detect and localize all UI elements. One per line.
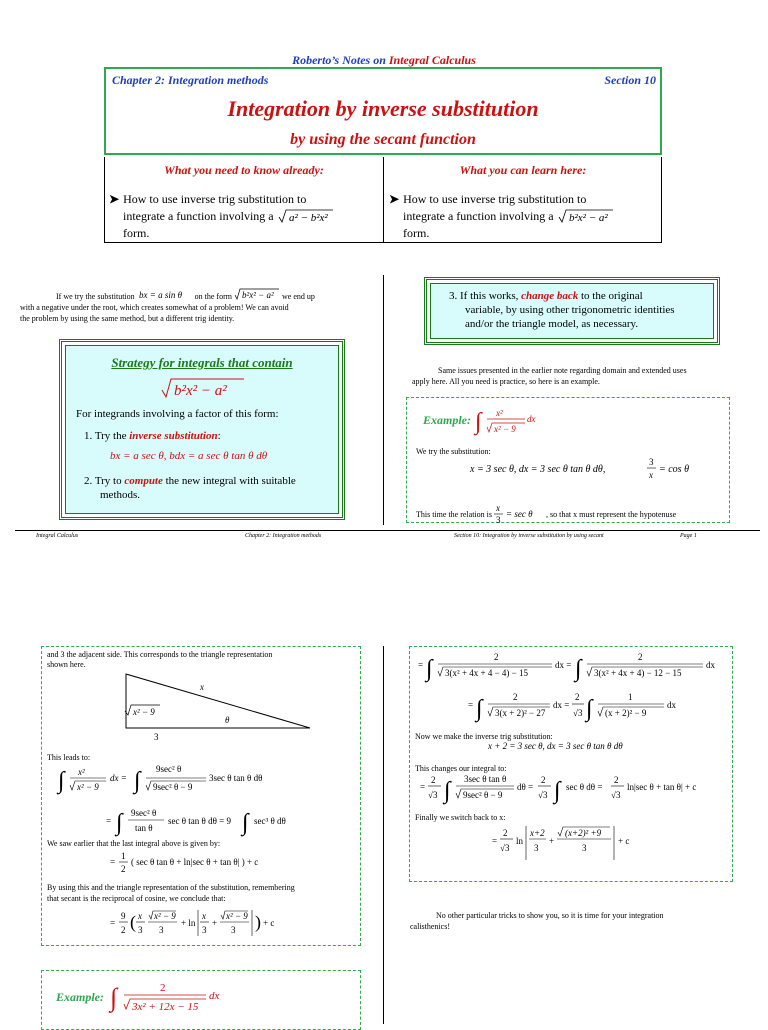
- svg-text:3: 3: [649, 457, 654, 467]
- example1-label: Example:: [423, 413, 471, 427]
- left-column-text: [109, 191, 379, 242]
- closing-line1: No other particular tricks to show you, so it is time for your integration: [436, 911, 664, 920]
- svg-text:2: 2: [638, 652, 643, 662]
- page2-right-equations: [418, 650, 728, 722]
- svg-text:x: x: [495, 503, 500, 513]
- svg-text:): ): [255, 912, 261, 932]
- arrow-bullet-icon: ➤: [109, 192, 120, 206]
- right-line2: integrate a function involving a: [403, 209, 554, 223]
- svg-text:=: =: [418, 660, 424, 670]
- step1-number: 1.: [84, 430, 93, 442]
- step3-text-a: If this works,: [460, 290, 519, 302]
- svg-text:+: +: [212, 918, 218, 928]
- svg-text:x: x: [138, 911, 142, 921]
- svg-text:x² − 9: x² − 9: [154, 911, 176, 921]
- left-formula: [277, 208, 335, 224]
- issues-line2: apply here. All you need is practice, so here is an example.: [412, 377, 600, 386]
- notes-header: [0, 53, 768, 68]
- relation-formula: [494, 503, 544, 525]
- chapter-label: Chapter 2: Integration methods: [112, 73, 269, 87]
- svg-text:1: 1: [628, 692, 633, 702]
- svg-text:b²x² − a²: b²x² − a²: [568, 212, 608, 224]
- strategy-step1: [84, 429, 221, 443]
- svg-text:=: =: [110, 918, 116, 928]
- svg-text:∫: ∫: [476, 696, 483, 722]
- svg-text:√3: √3: [538, 790, 548, 800]
- step2-highlight: compute: [124, 475, 163, 487]
- page2-equation-block-1: [58, 762, 348, 836]
- svg-text:dx: dx: [667, 700, 676, 710]
- triangle-opp-label: [110, 703, 180, 719]
- svg-text:2: 2: [614, 775, 619, 785]
- footer-page: Page 1: [680, 533, 697, 539]
- svg-text:∫: ∫: [475, 409, 482, 435]
- svg-text:9sec² θ: 9sec² θ: [131, 808, 157, 818]
- svg-text:3: 3: [202, 925, 207, 935]
- svg-text:dx =: dx =: [555, 660, 572, 670]
- svg-text:3(x² + 4x + 4 − 4) − 15: 3(x² + 4x + 4 − 4) − 15: [445, 668, 528, 678]
- svg-text:( sec θ tan θ + ln|sec θ + tan: ( sec θ tan θ + ln|sec θ + tan θ| ) + c: [131, 857, 259, 867]
- section-label: Section 10: [604, 73, 656, 87]
- relation-text-a: This time the relation is: [416, 510, 492, 519]
- column-rule: [383, 275, 384, 525]
- example1-try: We try the substitution:: [416, 447, 491, 456]
- svg-text:sec θ tan θ dθ = 9: sec θ tan θ dθ = 9: [168, 816, 231, 826]
- svg-text:ln|sec θ + tan θ| + c: ln|sec θ + tan θ| + c: [627, 782, 697, 792]
- svg-text:x = 3 sec θ, dx = 3 sec θ tan: x = 3 sec θ, dx = 3 sec θ tan θ dθ,: [470, 464, 606, 475]
- strategy-formula: [160, 377, 246, 401]
- svg-text:bx = a sin θ: bx = a sin θ: [138, 290, 182, 300]
- svg-text:∫: ∫: [444, 778, 451, 804]
- page2-final-equation: [492, 822, 672, 864]
- svg-text:√3: √3: [428, 790, 438, 800]
- svg-text:3x² + 12x − 15: 3x² + 12x − 15: [132, 1001, 199, 1013]
- example2-label: Example:: [56, 990, 104, 1004]
- svg-text:2: 2: [121, 925, 126, 935]
- svg-text:=: =: [420, 782, 426, 792]
- svg-text:2: 2: [121, 864, 126, 874]
- svg-text:9sec² θ − 9: 9sec² θ − 9: [463, 790, 503, 800]
- svg-text:9sec² θ − 9: 9sec² θ − 9: [153, 782, 193, 792]
- intro-text-c: we end up: [281, 292, 315, 301]
- svg-text:2: 2: [503, 828, 508, 838]
- footer-middle: Chapter 2: Integration methods: [245, 533, 322, 539]
- svg-text:+ c: + c: [263, 918, 275, 928]
- svg-text:2: 2: [494, 652, 499, 662]
- finally-text: Finally we switch back to x:: [415, 813, 506, 822]
- svg-text:3(x² + 4x + 4) − 12 − 15: 3(x² + 4x + 4) − 12 − 15: [594, 668, 682, 678]
- closing-line2: calisthenics!: [410, 922, 450, 931]
- step2-text-b: the new integral with suitable: [165, 475, 296, 487]
- prerequisites-table: [104, 157, 662, 243]
- step3-text-b: to the original: [581, 290, 643, 302]
- step2-text: Try to: [94, 475, 122, 487]
- intro-formula-sin: [137, 289, 193, 301]
- svg-text:(: (: [130, 912, 136, 932]
- svg-text:+ c: + c: [618, 836, 630, 846]
- header-subject: Integral Calculus: [388, 53, 476, 67]
- now-text: Now we make the inverse trig substitution:: [415, 732, 553, 741]
- step3-line2: variable, by using other trigonometric identities: [465, 304, 675, 316]
- page2-intro-line2: shown here.: [47, 660, 86, 669]
- page2-equation-4: [110, 906, 310, 942]
- svg-text:= sec θ: = sec θ: [505, 509, 533, 519]
- svg-text:∫: ∫: [575, 656, 582, 682]
- step1-highlight: inverse substitution: [129, 430, 218, 442]
- issues-paragraph: [412, 365, 732, 387]
- intro-paragraph: [20, 288, 375, 324]
- svg-text:2: 2: [431, 775, 436, 785]
- triangle-adj-label: 3: [154, 732, 159, 742]
- page-title: Integration by inverse substitution: [227, 96, 539, 121]
- svg-text:a² − b²x²: a² − b²x²: [288, 212, 328, 224]
- svg-text:∫: ∫: [242, 810, 249, 836]
- svg-text:3: 3: [159, 925, 164, 935]
- svg-text:dx =: dx =: [553, 700, 570, 710]
- svg-text:∫: ∫: [426, 656, 433, 682]
- svg-text:= cos θ: = cos θ: [659, 464, 689, 475]
- svg-text:=: =: [468, 700, 474, 710]
- svg-text:√3: √3: [573, 708, 583, 718]
- svg-text:1: 1: [121, 851, 126, 861]
- svg-text:3: 3: [582, 843, 587, 853]
- svg-text:3: 3: [495, 515, 501, 525]
- svg-text:∫: ∫: [58, 768, 65, 794]
- triangle-hyp-label: x: [200, 682, 204, 692]
- svg-text:2: 2: [513, 692, 518, 702]
- svg-text:x² − 9: x² − 9: [494, 424, 516, 434]
- right-column-text: [389, 191, 659, 242]
- intro-line3: the problem by using the same method, but a different trig identity.: [20, 314, 235, 323]
- step1-colon: :: [217, 430, 221, 442]
- intro-text-b: on the form: [194, 292, 232, 301]
- svg-text:2: 2: [160, 982, 166, 994]
- svg-text:x²: x²: [78, 767, 85, 777]
- example1-integral: [475, 403, 545, 439]
- svg-text:3(x + 2)² − 27: 3(x + 2)² − 27: [495, 708, 546, 718]
- example2-integral: [110, 978, 230, 1018]
- using-line1: By using this and the triangle representation of the substitution, remembering: [47, 883, 295, 892]
- svg-text:x² − 9: x² − 9: [133, 707, 155, 717]
- step3-highlight: change back: [521, 290, 579, 302]
- saw-text: We saw earlier that the last integral above is given by:: [47, 839, 221, 848]
- svg-text:√3: √3: [611, 790, 621, 800]
- using-paragraph: [47, 882, 357, 904]
- right-formula: [557, 208, 615, 224]
- svg-text:2: 2: [541, 775, 546, 785]
- using-line2: that secant is the reciprocal of cosine, we conclude that:: [47, 894, 226, 903]
- svg-text:x: x: [649, 470, 653, 480]
- svg-text:x²: x²: [496, 408, 503, 418]
- svg-text:√3: √3: [500, 843, 510, 853]
- page2-intro: [47, 650, 357, 670]
- svg-text:dθ =: dθ =: [517, 782, 534, 792]
- svg-text:∫: ∫: [554, 778, 561, 804]
- svg-text:dx: dx: [706, 660, 715, 670]
- svg-text:x: x: [202, 911, 206, 921]
- intro-text-a: If we try the substitution: [56, 292, 135, 301]
- svg-text:x+2: x+2: [530, 828, 545, 838]
- svg-text:dx: dx: [527, 414, 536, 424]
- triangle-angle-label: θ: [225, 715, 230, 725]
- arrow-bullet-icon: ➤: [389, 192, 400, 206]
- page2-substitution: x + 2 = 3 sec θ, dx = 3 sec θ tan θ dθ: [488, 741, 623, 751]
- right-column-heading: What you can learn here:: [459, 163, 587, 177]
- strategy-step2: [84, 474, 334, 502]
- left-column-heading: What you need to know already:: [164, 163, 324, 177]
- strategy-lead: For integrands involving a factor of this form:: [76, 408, 279, 420]
- intro-formula-root: [234, 288, 280, 302]
- relation-text-b: , so that x must represent the hypotenuse: [545, 510, 677, 519]
- intro-line2: with a negative under the root, which creates somewhat of a problem! We can avoid: [20, 303, 289, 312]
- svg-text:∫: ∫: [586, 696, 593, 722]
- svg-text:+ ln: + ln: [181, 918, 196, 928]
- page2-equation-3: [110, 849, 300, 877]
- svg-text:+: +: [549, 836, 555, 846]
- svg-text:∫: ∫: [116, 810, 123, 836]
- svg-text:sec³ θ dθ: sec³ θ dθ: [254, 816, 286, 826]
- svg-text:=: =: [106, 816, 112, 826]
- svg-text:x² − 9: x² − 9: [77, 782, 99, 792]
- svg-text:3sec θ tan θ: 3sec θ tan θ: [464, 774, 507, 784]
- svg-text:3: 3: [138, 925, 143, 935]
- svg-text:3: 3: [534, 843, 539, 853]
- footer-left: Integral Calculus: [36, 533, 79, 539]
- step2-text-c: methods.: [100, 489, 141, 501]
- changes-text: This changes our integral to:: [415, 764, 507, 773]
- step3-text: [449, 289, 719, 331]
- closing-paragraph: [410, 910, 730, 932]
- page2-equation-changes: [420, 772, 720, 808]
- svg-text:2: 2: [575, 692, 580, 702]
- step2-number: 2.: [84, 475, 93, 487]
- svg-text:ln: ln: [516, 836, 524, 846]
- svg-text:b²x² − a²: b²x² − a²: [174, 383, 227, 399]
- svg-text:tan θ: tan θ: [135, 823, 153, 833]
- step1-formula: bx = a sec θ, bdx = a sec θ tan θ dθ: [110, 450, 268, 462]
- svg-text:=: =: [110, 857, 116, 867]
- step3-line3: and/or the triangle model, as necessary.: [465, 318, 639, 330]
- svg-text:dx: dx: [209, 990, 220, 1002]
- svg-text:(x+2)² +9: (x+2)² +9: [565, 828, 602, 838]
- svg-text:=: =: [492, 836, 498, 846]
- svg-text:9: 9: [121, 911, 126, 921]
- right-line1: How to use inverse trig substitution to: [403, 192, 587, 206]
- step1-text: Try the: [94, 430, 127, 442]
- page-subtitle: by using the secant function: [290, 131, 476, 148]
- leads-text: This leads to:: [47, 753, 91, 762]
- svg-text:3: 3: [231, 925, 236, 935]
- footer-right: Section 10: Integration by inverse substitution by using secant: [454, 533, 604, 539]
- strategy-title: Strategy for integrals that contain: [111, 355, 293, 370]
- svg-text:∫: ∫: [134, 768, 141, 794]
- right-line3: form.: [403, 226, 430, 240]
- page2-column-rule: [383, 646, 384, 1024]
- header-author: Roberto’s Notes on: [292, 53, 386, 67]
- footer-rule: [15, 530, 760, 531]
- svg-text:(x + 2)² − 9: (x + 2)² − 9: [605, 708, 647, 718]
- svg-text:x² − 9: x² − 9: [226, 911, 248, 921]
- svg-text:dx =: dx =: [110, 773, 127, 783]
- svg-text:sec θ dθ =: sec θ dθ =: [566, 782, 603, 792]
- svg-text:3sec θ tan θ dθ: 3sec θ tan θ dθ: [209, 773, 263, 783]
- page2-intro-line1: and 3 the adjacent side. This corresponds to the triangle representation: [47, 650, 273, 659]
- left-line1: How to use inverse trig substitution to: [123, 192, 307, 206]
- left-line2: integrate a function involving a: [123, 209, 274, 223]
- step3-number: 3.: [449, 290, 458, 302]
- left-line3: form.: [123, 226, 150, 240]
- svg-text:∫: ∫: [110, 983, 118, 1012]
- svg-text:9sec² θ: 9sec² θ: [156, 764, 182, 774]
- svg-text:b²x² − a²: b²x² − a²: [241, 290, 274, 300]
- issues-line1: Same issues presented in the earlier note regarding domain and extended uses: [438, 366, 687, 375]
- example1-relation: [416, 503, 676, 525]
- example1-substitution: [470, 457, 710, 485]
